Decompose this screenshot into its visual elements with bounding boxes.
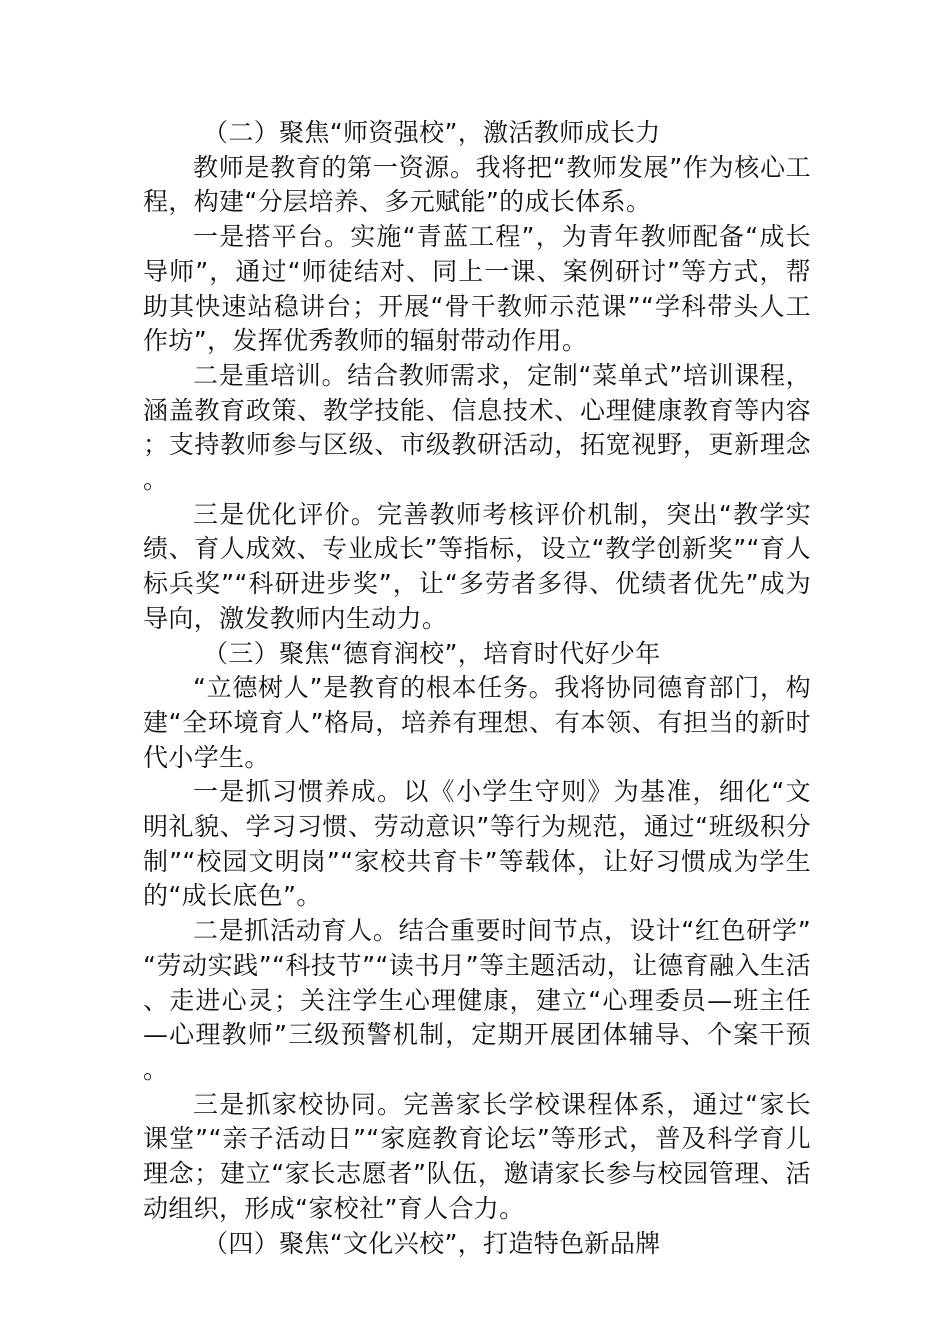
- paragraph-moral-intro: “立德树人”是教育的根本任务。我将协同德育部门，构建“全环境育人”格局，培养有理想、有本领、有担当的新时代小学生。: [143, 673, 811, 772]
- section-heading-2: （二）聚焦“师资强校”，激活教师成长力: [203, 118, 661, 147]
- paragraph-teacher-intro: 教师是教育的第一资源。我将把“教师发展”作为核心工程，构建“分层培养、多元赋能”的成长体系。: [143, 152, 811, 217]
- paragraph-platform: 一是搭平台。实施“青蓝工程”，为青年教师配备“成长导师”，通过“师徒结对、同上一课、案例研讨”等方式，帮助其快速站稳讲台；开展“骨干教师示范课”“学科带头人工作坊”，发挥优秀教师的辐射带动作用。: [143, 222, 811, 356]
- document-body: [143, 116, 811, 1261]
- paragraph-activities: 二是抓活动育人。结合重要时间节点，设计“红色研学”“劳动实践”“科技节”“读书月”等主题活动，让德育融入生活、走进心灵；关注学生心理健康，建立“心理委员—班主任—心理教师”三级预警机制，定期开展团体辅导、个案干预。: [143, 916, 811, 1084]
- paragraph-habits: 一是抓习惯养成。以《小学生守则》为基准，细化“文明礼貌、学习习惯、劳动意识”等行为规范，通过“班级积分制”“校园文明岗”“家校共育卡”等载体，让好习惯成为学生的“成长底色”。: [143, 777, 811, 911]
- paragraph-home-school: 三是抓家校协同。完善家长学校课程体系，通过“家长课堂”“亲子活动日”“家庭教育论坛”等形式，普及科学育儿理念；建立“家长志愿者”队伍，邀请家长参与校园管理、活动组织，形成“家校社”育人合力。: [143, 1089, 811, 1223]
- paragraph-training: 二是重培训。结合教师需求，定制“菜单式”培训课程，涵盖教育政策、教学技能、信息技术、心理健康教育等内容；支持教师参与区级、市级教研活动，拓宽视野，更新理念。: [143, 360, 811, 495]
- section-heading-3: （三）聚焦“德育润校”，培育时代好少年: [203, 638, 661, 668]
- paragraph-evaluation: 三是优化评价。完善教师考核评价机制，突出“教学实绩、育人成效、专业成长”等指标，设立“教学创新奖”“育人标兵奖”“科研进步奖”，让“多劳者多得、优绩者优先”成为导向，激发教师内生动力。: [143, 499, 811, 633]
- section-heading-4: （四）聚焦“文化兴校”，打造特色新品牌: [203, 1228, 661, 1258]
